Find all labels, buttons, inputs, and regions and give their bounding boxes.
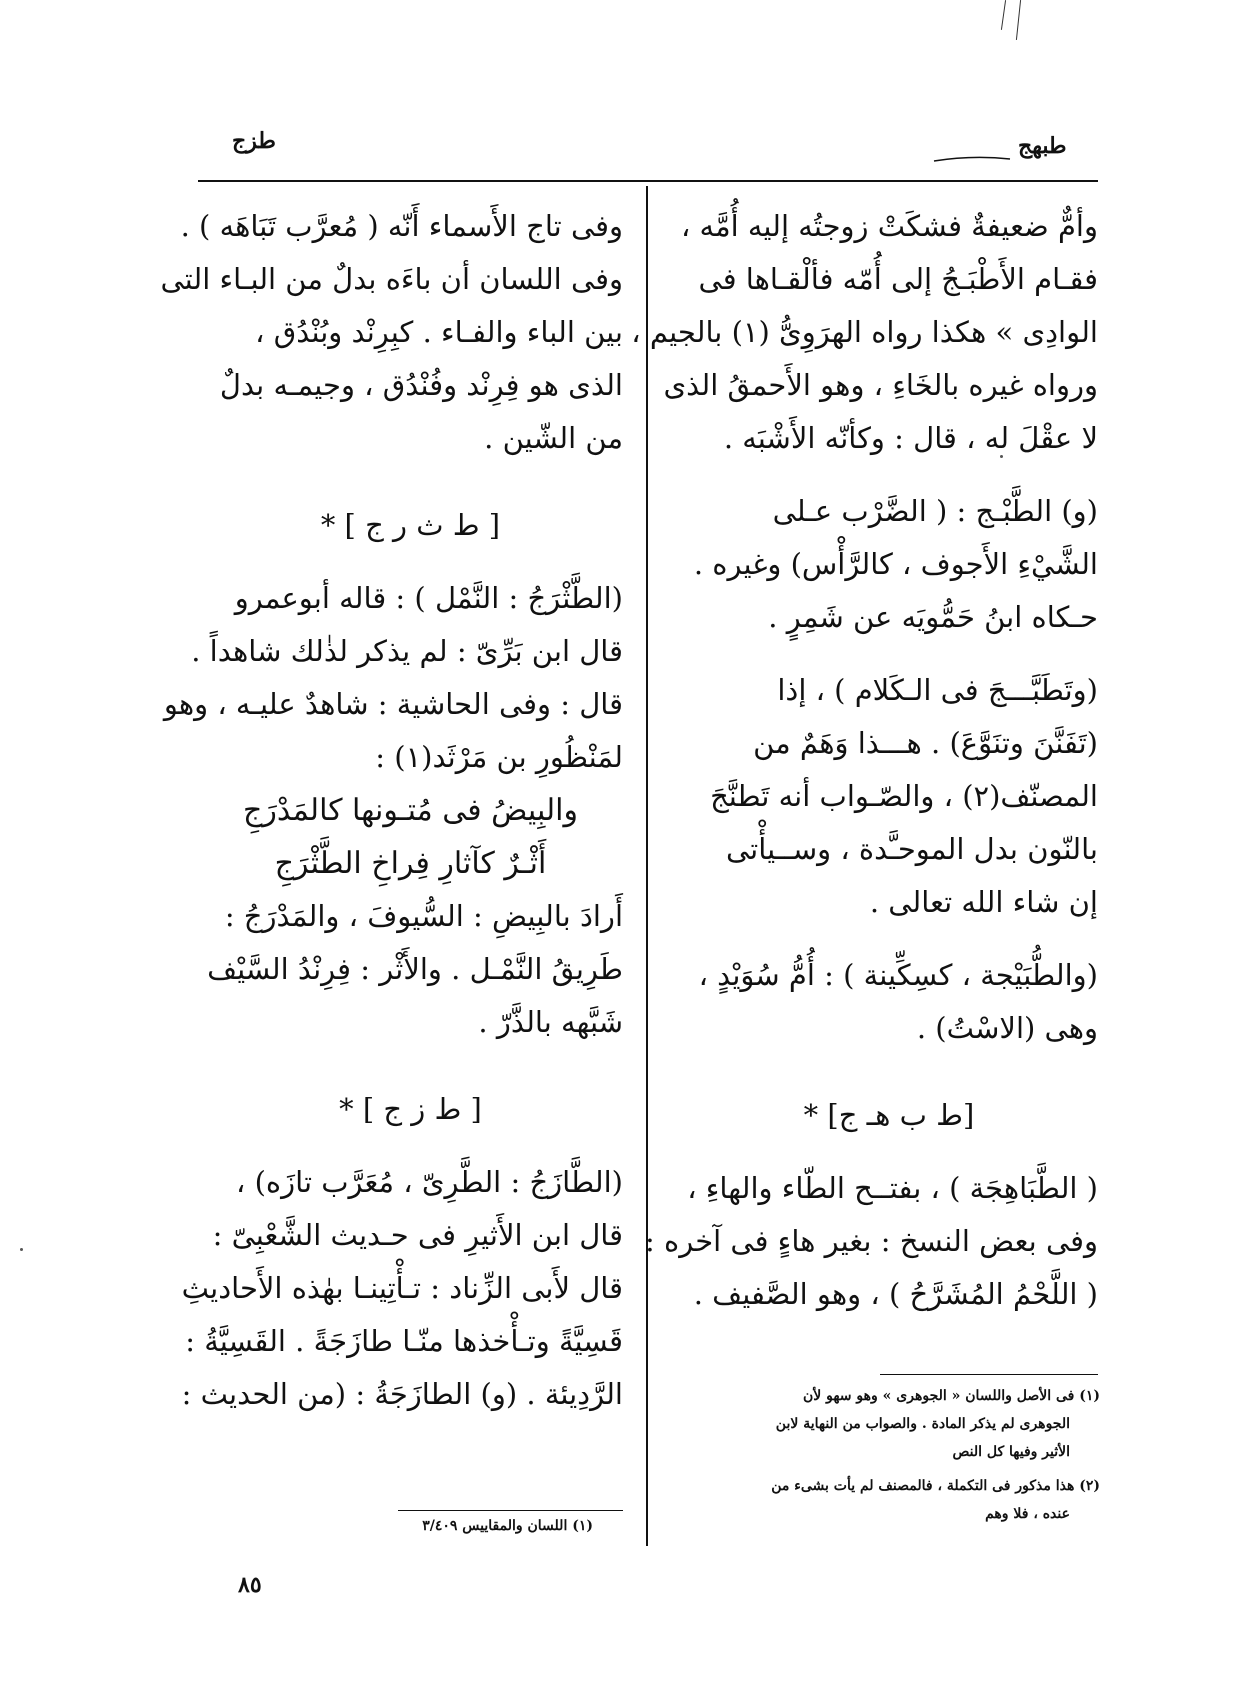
text-line: (والطُّبَيْجة ، كسِكِّينة ) : أُمُّ سُوَيْدٍ ، [698,958,1098,992]
text-line: الشَّيْءِ الأَجوف ، كالرَّأْس) وغيره . [693,547,1098,581]
text-line: قال : وفى الحاشية : شاهدٌ عليـه ، وهو [163,687,623,721]
text-line: وفى تاج الأَسماء أَنّه ( مُعرَّب تَبَاهَه ) . [180,209,623,243]
text-line: (الطَّثْرَجُ : النَّمْل ) : قاله أبوعمرو [234,581,623,615]
text-line: قال ابن الأَثيرِ فى حـديث الشَّعْبِىّ : [212,1218,623,1252]
text-line: وفى بعض النسخ : بغير هاءٍ فى آخره : [645,1224,1098,1258]
footnote-rule-left [398,1510,623,1511]
scan-scratch [1001,0,1006,30]
footnote-line: (١) اللسان والمقاييس ٣/٤٠٩ [422,1518,593,1534]
text-line: قال ابن بَرِّىّ : لم يذكر لذٰلك شاهداً . [191,634,623,668]
text-line: (تَفَنَّنَ وتنَوَّعَ) . هـــذا وَهَمٌ من [753,726,1098,760]
entry-heading: [ ط ث ر ج ] * [320,508,501,542]
entry-heading: [ ط ز ج ] * [339,1092,482,1126]
text-line: قال لأَبى الزِّناد : تـأْتِينـا بهٰذه الأَحاديثِ [181,1271,623,1305]
column-divider [646,186,648,1546]
text-line: (وتَطَبَّـــجَ فى الـكَلام ) ، إذا [777,673,1098,707]
text-line: شَبَّهه بالذَّرّ . [478,1005,623,1039]
text-line: (و) الطَّبْـج : ( الضَّرْب عـلى [772,494,1098,528]
text-line: أَرادَ بالبِيضِ : السُّيوفَ ، والمَدْرَجُ : [224,899,623,933]
footnote-line: عنده ، فلا وهم [985,1506,1070,1522]
right-running-headword: طبهج [1018,133,1067,159]
text-line: قَسِيَّةً وتـأْخذها منّـا طازَجَةً . القَسِيَّةُ : [185,1324,623,1358]
text-line: (الطَّازَجُ : الطَّرِىّ ، مُعَرَّب تازَه) ، [236,1165,623,1199]
text-line: وهى (الاسْتُ) . [916,1011,1098,1045]
text-line: الرَّدِيئة . (و) الطازَجَةُ : (من الحديث : [181,1377,623,1411]
header-rule [198,180,1098,182]
text-line: ( اللَّحْمُ المُشَرَّحُ ) ، وهو الصَّفيف . [693,1277,1098,1311]
text-line: من الشّين . [484,421,623,455]
text-line: طَرِيقُ النَّمْـل . والأَثْر : فِرِنْدُ السَّيْف [207,952,623,986]
text-line: وفى اللسان أن باءَه بدلٌ من البـاء التى [160,262,623,296]
verse-line: أَثْـرٌ كآثارِ فِراخِ الطَّثْرَجِ [274,846,547,881]
text-line: ورواه غيره بالخَاءِ ، وهو الأَحمقُ الذى [663,368,1098,402]
scan-speck [1000,455,1003,458]
scan-speck [20,1248,23,1251]
text-line: لا عقْلَ له ، قال : وكأنّه الأَشْبَه . [723,421,1098,455]
entry-heading: [ط ب هـ ج] * [803,1098,975,1132]
text-line: المصنّف(٢) ، والصّـواب أنه تَطنَّجَ [710,779,1098,813]
footnote-line: (٢) هذا مذكور فى التكملة ، فالمصنف لم يأت بشىء من [771,1478,1100,1494]
footnote-line: (١) فى الأصل واللسان « الجوهرى » وهو سهو لأن [802,1388,1100,1404]
text-line: ( الطَّبَاهِجَة ) ، بفتــح الطّاء والهاءِ ، [687,1171,1098,1205]
left-column [160,200,623,1421]
footnote-line: الجوهرى لم يذكر المادة . والصواب من النهاية لابن [775,1416,1070,1432]
text-line: وأمٌّ ضعيفةٌ فشكَتْ زوجتُه إليه أُمَّه ، [680,209,1098,243]
right-column [631,200,1098,1321]
verse-line: والبِيضُ فى مُتـونها كالمَدْرَجِ [242,793,578,828]
text-line: لمَنْظُورِ بن مَرْثَد(١) : [375,740,623,774]
text-line: إن شاء الله تعالى . [869,885,1098,919]
text-line: الذى هو فِرِنْد وفُنْدُق ، وجيمـه بدلٌ [219,368,623,402]
text-line: الوادِى » هكذا رواه الهرَوِىُّ (١) بالجيم ، [631,315,1098,349]
left-running-headword: طزج [232,128,276,154]
scan-scratch [1016,0,1021,40]
page-number: ٨٥ [238,1572,262,1598]
footnote-line: الأثير وفيها كل النص [952,1444,1070,1460]
headword-flourish [932,150,1012,162]
text-line: فقـام الأَطْبَـجُ إلى أُمّه فألْقـاها فى [698,262,1098,296]
text-line: بين الباء والفـاء . كبِرِنْد وبُنْدُق ، [255,315,623,349]
text-line: حـكاه ابنُ حَمُّويَه عن شَمِرٍ . [768,600,1098,634]
footnote-rule-right [880,1374,1098,1375]
text-line: بالنّون بدل الموحـَّدة ، وســيأْتى [726,832,1098,866]
